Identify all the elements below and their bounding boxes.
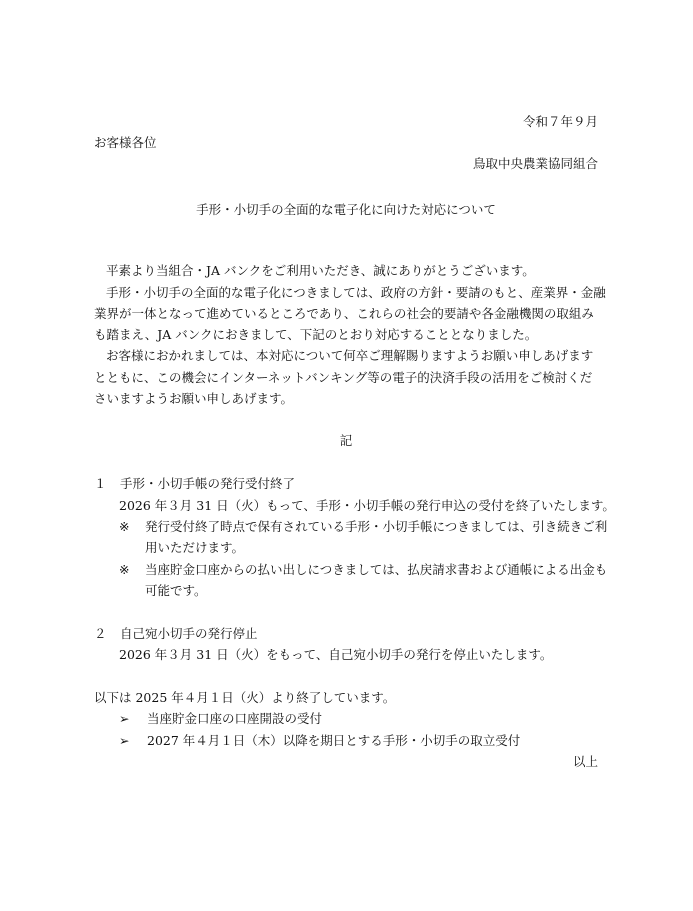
note-1-text: 発行受付終了時点で保有されている手形・小切手帳につきましては、引き続きご利 [145,519,608,534]
intro-line-2: 手形・小切手の全面的な電子化につきましては、政府の方針・要請のもと、産業界・金融 [106,285,606,300]
section-1-note-1 [119,519,607,535]
section-1-note-2 [119,562,607,578]
section-1-number: １ [94,476,107,491]
section-1-note-1-cont: 用いただけます。 [145,540,245,555]
document-title: 手形・小切手の全面的な電子化に向けた対応について [196,202,496,217]
closing-mark: 以上 [572,754,598,769]
arrow-bullet-icon: ➢ [119,711,130,726]
section-2-title: 自己宛小切手の発行停止 [120,626,258,641]
addressee: お客様各位 [94,135,157,150]
section-2-body: 2026 年３月 31 日（火）をもって、自己宛小切手の発行を停止いたします。 [119,647,553,662]
intro-line-7: さいますようお願い申しあげます。 [94,391,294,406]
section-2-heading [94,626,258,642]
intro-line-4: も踏まえ、JA バンクにおきまして、下記のとおり対応することとなりました。 [94,327,538,342]
note-mark: ※ [119,519,130,534]
ended-item-1-text: 当座貯金口座の口座開設の受付 [147,711,323,726]
arrow-bullet-icon: ➢ [119,733,130,748]
section-1-title: 手形・小切手帳の発行受付終了 [120,476,296,491]
ended-item-2 [119,733,520,749]
note-mark: ※ [119,562,130,577]
section-1-heading [94,476,295,492]
ended-item-1 [119,711,322,727]
intro-line-5: お客様におかれましては、本対応について何卒ご理解賜りますようお願い申しあげます [106,348,594,363]
sender-name: 鳥取中央農業協同組合 [472,156,598,171]
intro-line-6: とともに、この機会にインターネットバンキング等の電子的決済手段の活用をご検討くだ [94,370,593,385]
ki-marker: 記 [339,433,353,448]
section-2-number: ２ [94,626,107,641]
note-2-text: 当座貯金口座からの払い出しにつきましては、払戻請求書および通帳による出金も [145,562,608,577]
intro-line-1: 平素より当組合・JA バンクをご利用いただき、誠にありがとうございます。 [106,263,535,278]
ended-item-2-text: 2027 年４月１日（木）以降を期日とする手形・小切手の取立受付 [147,733,521,748]
intro-line-3: 業界が一体となって進めているところであり、これらの社会的要請や各金融機関の取組み [94,306,594,321]
ended-intro: 以下は 2025 年４月１日（火）より終了しています。 [94,690,396,705]
issue-date: 令和７年９月 [522,114,598,129]
section-1-body: 2026 年３月 31 日（火）もって、手形・小切手帳の発行申込の受付を終了いたします。 [119,498,615,513]
section-1-note-2-cont: 可能です。 [145,583,207,598]
